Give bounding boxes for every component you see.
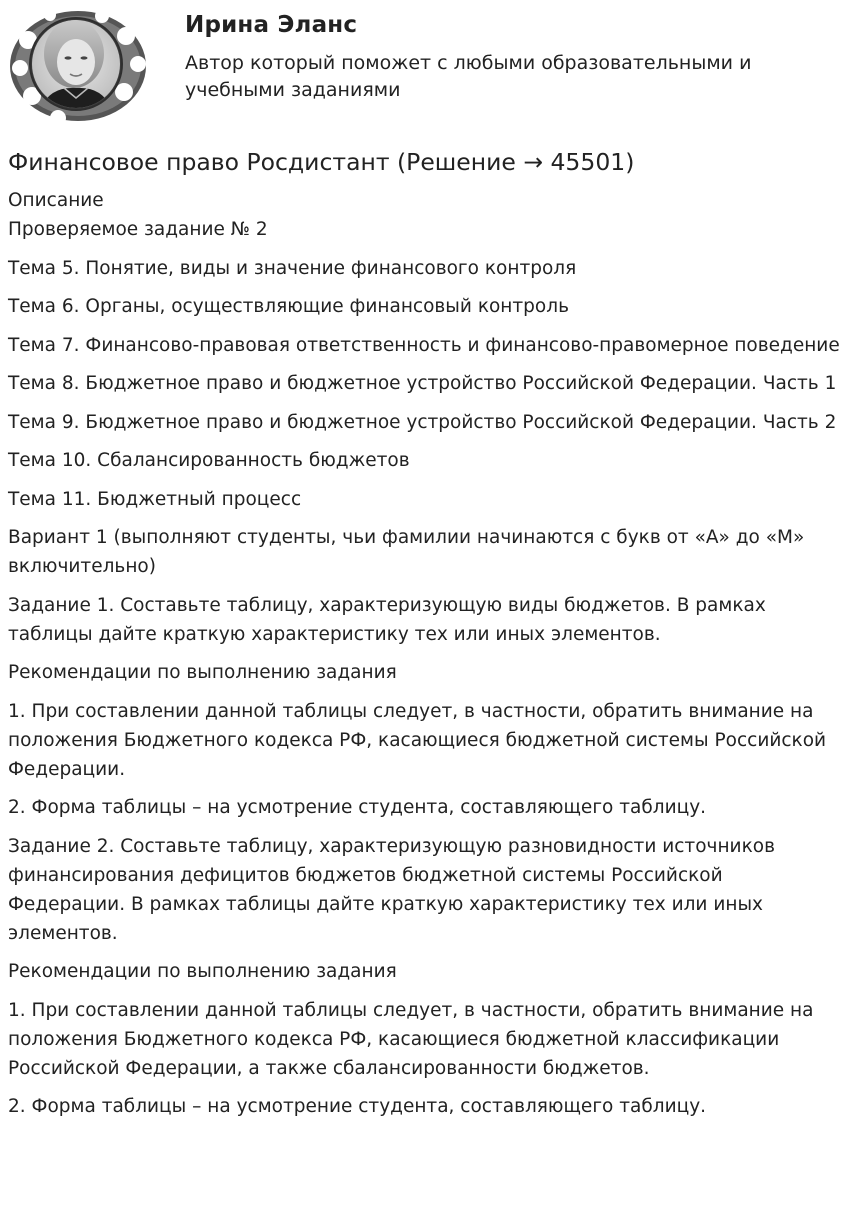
author-description: Автор который поможет с любыми образовательными и учебными заданиями (185, 52, 752, 101)
document-content (8, 186, 840, 1131)
paragraph: Тема 9. Бюджетное право и бюджетное устройство Российской Федерации. Часть 2 (8, 411, 837, 433)
paragraph: Тема 7. Финансово-правовая ответственность и финансово-правомерное поведение (8, 334, 840, 356)
paragraph: Проверяемое задание № 2 (8, 219, 268, 240)
paragraph: Тема 10. Сбалансированность бюджетов (8, 450, 410, 471)
paragraph: Рекомендации по выполнению задания (8, 961, 397, 982)
paragraph: Тема 5. Понятие, виды и значение финансового контроля (8, 257, 577, 279)
paragraph: Вариант 1 (выполняют студенты, чьи фамилии начинаются с букв от «А» до «М» включительно) (8, 527, 805, 577)
paragraph: 2. Форма таблицы – на усмотрение студента, составляющего таблицу. (8, 1096, 707, 1117)
paragraph: Рекомендации по выполнению задания (8, 662, 397, 683)
author-name[interactable]: Ирина Эланс (185, 12, 358, 38)
description-label: Описание (8, 190, 104, 211)
document-title: Финансовое право Росдистант (Решение → 45501) (8, 148, 635, 176)
paragraph: 1. При составлении данной таблицы следует, в частности, обратить внимание на положения Бюджетного кодекса РФ, касающиеся бюджетной классификации Российской Федерации, а также сбалансированности бюджетов. (8, 999, 814, 1079)
author-header (0, 0, 847, 135)
paragraph: Задание 2. Составьте таблицу, характеризующую разновидности источников финансирования дефицитов бюджетов бюджетной системы Российской Федерации. В рамках таблицы дайте краткую характеристику тех или иных элементов. (8, 835, 775, 944)
paragraph: Тема 8. Бюджетное право и бюджетное устройство Российской Федерации. Часть 1 (8, 373, 837, 394)
paragraph: Тема 11. Бюджетный процесс (8, 488, 302, 510)
author-avatar[interactable] (6, 6, 152, 128)
paragraph: Задание 1. Составьте таблицу, характеризующую виды бюджетов. В рамках таблицы дайте краткую характеристику тех или иных элементов. (8, 594, 766, 645)
paragraph: 2. Форма таблицы – на усмотрение студента, составляющего таблицу. (8, 797, 707, 818)
paragraph: Тема 6. Органы, осуществляющие финансовый контроль (8, 296, 569, 317)
paragraph: 1. При составлении данной таблицы следует, в частности, обратить внимание на положения Бюджетного кодекса РФ, касающиеся бюджетной системы Российской Федерации. (8, 700, 827, 780)
